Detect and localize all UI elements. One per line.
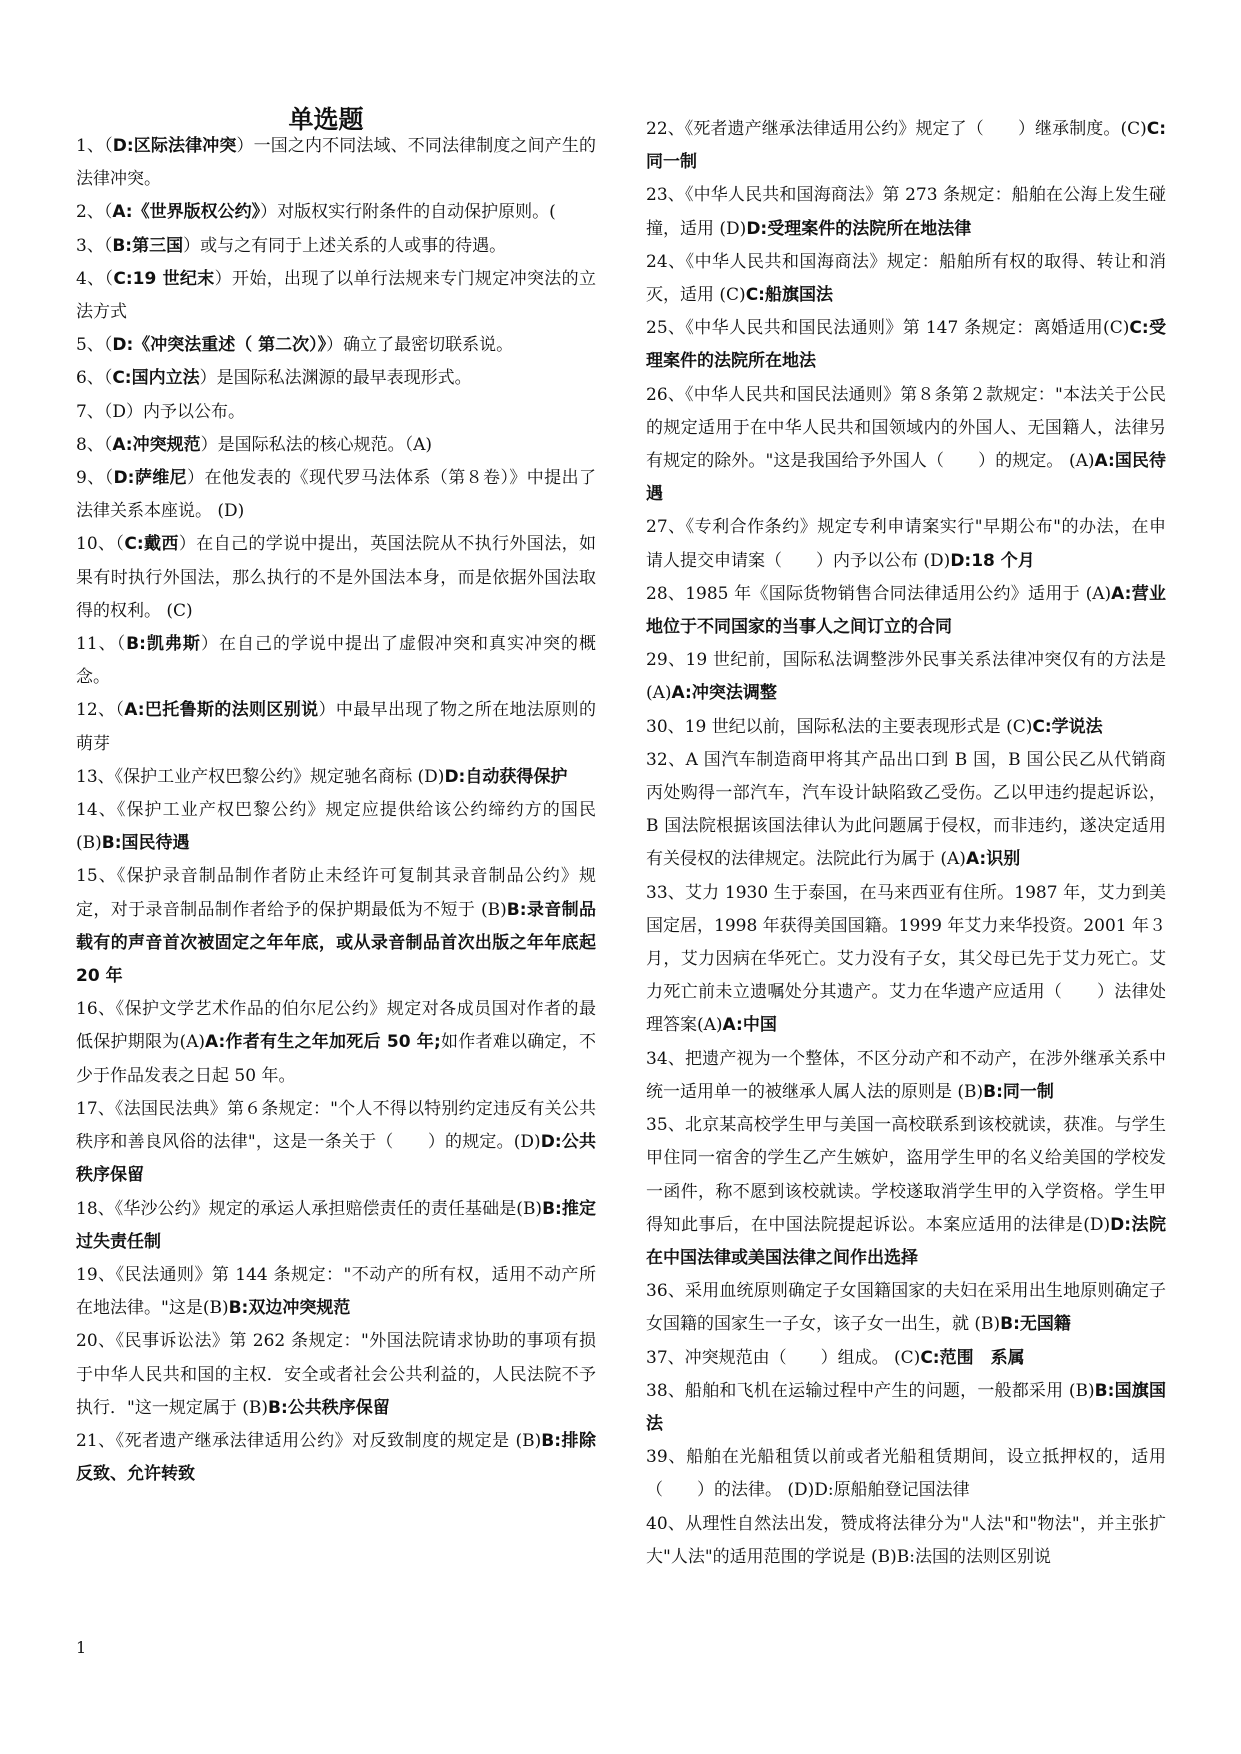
question-text: 32、A 国汽车制造商甲将其产品出口到 B 国，B 国公民乙从代销商丙处购得一部汽车，汽车设计缺陷致乙受伤。乙以甲违约提起诉讼，B 国法院根据该国法律认为此问题属于侵权，而非违约，遂决定适用有关侵权的法律规定。法院此行为属于 (A) bbox=[646, 749, 1166, 870]
question-text: 20、《民事诉讼法》第 262 条规定："外国法院请求协助的事项有损于中华人民共和国的主权．安全或者社会公共利益的，人民法院不予执行．"这一规定属于 (B) bbox=[76, 1331, 596, 1418]
question-text-tail: ）在自己的学说中提出了虚假冲突和真实冲突的概念。 bbox=[76, 634, 597, 688]
question-item bbox=[646, 246, 1166, 312]
question-text-tail: ）对版权实行附条件的自动保护原则。( bbox=[260, 202, 556, 223]
answer-text: B:公共秩序保留 bbox=[267, 1397, 390, 1418]
question-text: 11、（ bbox=[76, 634, 127, 655]
question-item bbox=[76, 694, 596, 760]
question-text: 15、《保护录音制品制作者防止未经许可复制其录音制品公约》规定，对于录音制品制作者给予的保护期最低为不短于 (B) bbox=[76, 866, 596, 920]
answer-text: B:国旗国法 bbox=[646, 1380, 1166, 1434]
answer-text: C:范围 系属 bbox=[920, 1347, 1025, 1368]
question-text: 1、（ bbox=[76, 136, 113, 156]
answer-text: D:18 个月 bbox=[950, 550, 1035, 571]
question-text: 16、《保护文学艺术作品的伯尔尼公约》规定对各成员国对作者的最低保护期限为(A) bbox=[76, 999, 596, 1053]
question-item bbox=[76, 628, 596, 694]
question-text: 10、（ bbox=[76, 534, 125, 555]
question-item bbox=[76, 130, 596, 196]
question-text: 40、从理性自然法出发，赞成将法律分为"人法"和"物法"，并主张扩大"人法"的适用范围的学说是 (B)B:法国的法则区别说 bbox=[646, 1513, 1166, 1567]
question-text: 33、艾力 1930 生于泰国，在马来西亚有住所。1987 年，艾力到美国定居，1998 年获得美国国籍。1999 年艾力来华投资。2001 年３月，艾力因病在华死亡。艾力没有子女，其父母已先于艾力死亡。艾力死亡前未立遗嘱处分其遗产。艾力在华遗产应适用（ ）法律处理答案(A) bbox=[646, 882, 1167, 1036]
question-text: 22、《死者遗产继承法律适用公约》规定了（ ）继承制度。(C) bbox=[646, 119, 1147, 139]
question-text: 34、把遗产视为一个整体，不区分动产和不动产，在涉外继承关系中统一适用单一的被继承人属人法的原则是 (B) bbox=[646, 1048, 1166, 1102]
answer-text: C:戴西 bbox=[124, 534, 179, 555]
question-text: 13、《保护工业产权巴黎公约》规定驰名商标 (D) bbox=[76, 766, 445, 787]
answer-text: D:萨维尼 bbox=[113, 468, 188, 489]
question-text-tail: ）在他发表的《现代罗马法体系（第８卷）》中提出了法律关系本座说。 (D) bbox=[76, 468, 596, 522]
answer-text: D:法院在中国法律或美国法律之间作出选择 bbox=[646, 1214, 1166, 1268]
question-item bbox=[646, 1275, 1166, 1341]
answer-text: B:国民待遇 bbox=[101, 833, 190, 854]
question-item bbox=[76, 429, 596, 462]
question-text: 4、（ bbox=[76, 268, 114, 289]
question-text: 26、《中华人民共和国民法通则》第８条第２款规定："本法关于公民的规定适用于在中华人民共和国领域内的外国人、无国籍人，法律另有规定的除外。"这是我国给予外国人（ ）的规定。 (A) bbox=[646, 384, 1166, 472]
question-text: 36、采用血统原则确定子女国籍国家的夫妇在采用出生地原则确定子女国籍的国家生一子女，该子女一出生，就 (B) bbox=[646, 1281, 1166, 1335]
question-text: 7、（D）内予以公布。 bbox=[76, 401, 245, 422]
question-text-tail: ）确立了最密切联系说。 bbox=[326, 335, 514, 356]
answer-text: B:第三国 bbox=[112, 235, 184, 256]
question-item bbox=[76, 462, 596, 528]
question-text-tail: ）在自己的学说中提出，英国法院从不执行外国法，如果有时执行外国法，那么执行的不是外国法本身，而是依据外国法取得的权利。 (C) bbox=[76, 534, 597, 621]
answer-text: C:受理案件的法院所在地法 bbox=[646, 318, 1166, 372]
question-text-tail: ）是国际私法的核心规范。（A) bbox=[200, 434, 433, 455]
page-title: 单选题 bbox=[288, 105, 364, 134]
question-text: 30、19 世纪以前，国际私法的主要表现形式是 (C) bbox=[646, 716, 1033, 737]
question-text: 21、《死者遗产继承法律适用公约》对反致制度的规定是 (B) bbox=[76, 1430, 542, 1451]
question-item bbox=[646, 1441, 1166, 1507]
answer-text: C:同一制 bbox=[646, 119, 1166, 173]
question-item bbox=[646, 644, 1166, 710]
answer-text: C:19 世纪末 bbox=[113, 268, 215, 289]
answer-text: D:《冲突法重述（ 第二次）》 bbox=[112, 335, 327, 356]
answer-text: A:识别 bbox=[965, 849, 1021, 870]
question-text: 23、《中华人民共和国海商法》第 273 条规定：船舶在公海上发生碰撞，适用 (D) bbox=[646, 185, 1166, 239]
question-item bbox=[646, 1043, 1166, 1109]
question-text: 3、（ bbox=[76, 235, 113, 256]
answer-text: D:自动获得保护 bbox=[444, 766, 568, 787]
answer-text: B:录音制品载有的声音首次被固定之年年底，或从录音制品首次出版之年年底起 20 年 bbox=[76, 899, 596, 987]
question-item bbox=[76, 1193, 596, 1259]
question-item bbox=[646, 578, 1166, 644]
question-item bbox=[76, 230, 596, 263]
question-item bbox=[76, 528, 596, 628]
question-item bbox=[646, 511, 1166, 577]
question-text: 28、1985 年《国际货物销售合同法律适用公约》适用于 (A) bbox=[646, 583, 1112, 604]
answer-text: B:推定过失责任制 bbox=[76, 1198, 597, 1252]
right-column bbox=[646, 113, 1166, 1574]
question-item bbox=[76, 993, 596, 1093]
question-text: 35、北京某高校学生甲与美国一高校联系到该校就读，获准。与学生甲住同一宿舍的学生乙产生嫉妒，盗用学生甲的名义给美国的学校发一函件，称不愿到该校就读。学校遂取消学生甲的入学资格。学生甲得知此事后，在中国法院提起诉讼。本案应适用的法律是(D) bbox=[646, 1115, 1166, 1235]
question-text: 12、（ bbox=[76, 700, 125, 721]
question-item bbox=[76, 761, 596, 794]
answer-text: C:学说法 bbox=[1032, 716, 1103, 737]
question-text: 6、（ bbox=[76, 368, 113, 389]
answer-text: D:区际法律冲突 bbox=[112, 136, 237, 156]
answer-text: B:排除反致、允许转致 bbox=[76, 1430, 596, 1485]
question-item bbox=[76, 1093, 596, 1193]
question-text-tail: ）是国际私法渊源的最早表现形式。 bbox=[199, 368, 472, 389]
question-item bbox=[646, 877, 1166, 1043]
answer-text: D:受理案件的法院所在地法律 bbox=[746, 218, 972, 239]
question-text: 39、船舶在光船租赁以前或者光船租赁期间，设立抵押权的，适用（ ）的法律。 (D)D:原船舶登记国法律 bbox=[646, 1447, 1166, 1501]
question-item bbox=[76, 860, 596, 993]
left-column bbox=[76, 100, 596, 1491]
question-item bbox=[76, 263, 596, 329]
question-text: 29、19 世纪前，国际私法调整涉外民事关系法律冲突仅有的方法是 (A) bbox=[646, 650, 1166, 704]
question-text-tail: ）开始，出现了以单行法规来专门规定冲突法的立法方式 bbox=[76, 268, 596, 323]
question-text-tail: 如作者难以确定，不少于作品发表之日起 50 年。 bbox=[76, 1032, 596, 1086]
question-item bbox=[76, 329, 596, 362]
question-item bbox=[76, 1425, 596, 1491]
question-item bbox=[646, 1375, 1166, 1441]
answer-text: A:作者有生之年加死后 50 年; bbox=[205, 1032, 441, 1053]
question-item bbox=[646, 113, 1166, 179]
question-text-tail: ）或与之有同于上述关系的人或事的待遇。 bbox=[183, 235, 507, 256]
question-text: 25、《中华人民共和国民法通则》第 147 条规定：离婚适用(C) bbox=[646, 318, 1130, 339]
question-text: 2、（ bbox=[76, 202, 113, 223]
answer-text: A:营业地位于不同国家的当事人之间订立的合同 bbox=[646, 583, 1166, 638]
question-item bbox=[76, 196, 596, 229]
answer-text: A:冲突法调整 bbox=[671, 683, 777, 704]
answer-text: A:《世界版权公约》 bbox=[112, 202, 261, 223]
answer-text: B:同一制 bbox=[983, 1081, 1054, 1102]
question-item bbox=[646, 711, 1166, 744]
question-text: 38、船舶和飞机在运输过程中产生的问题，一般都采用 (B) bbox=[646, 1380, 1095, 1401]
answer-text: B:双边冲突规范 bbox=[228, 1298, 351, 1319]
question-text-tail: ）一国之内不同法域、不同法律制度之间产生的法律冲突。 bbox=[76, 136, 596, 190]
question-text: 9、（ bbox=[76, 468, 114, 489]
question-item bbox=[646, 312, 1166, 378]
question-item bbox=[76, 1325, 596, 1425]
answer-text: B:无国籍 bbox=[1000, 1314, 1071, 1335]
question-item bbox=[646, 1508, 1166, 1574]
question-item bbox=[646, 1342, 1166, 1375]
answer-text: A:中国 bbox=[722, 1015, 777, 1036]
answer-text: A:冲突规范 bbox=[112, 434, 201, 455]
answer-text: A:国民待遇 bbox=[646, 451, 1166, 505]
question-text: 14、《保护工业产权巴黎公约》规定应提供给该公约缔约方的国民 (B) bbox=[76, 800, 596, 854]
answer-text: C:国内立法 bbox=[112, 368, 200, 389]
question-item bbox=[76, 794, 596, 860]
question-text: 5、（ bbox=[76, 335, 113, 356]
question-item bbox=[646, 379, 1166, 512]
question-text: 8、（ bbox=[76, 434, 113, 455]
question-item bbox=[76, 362, 596, 395]
question-text: 19、《民法通则》第 144 条规定："不动产的所有权，适用不动产所在地法律。"这是(B) bbox=[76, 1264, 596, 1319]
question-text: 17、《法国民法典》第６条规定："个人不得以特别约定违反有关公共秩序和善良风俗的法律"，这是一条关于（ ）的规定。(D) bbox=[76, 1098, 596, 1153]
question-item bbox=[646, 1109, 1166, 1275]
question-text-tail: ）中最早出现了物之所在地法原则的萌芽 bbox=[76, 700, 597, 754]
question-item bbox=[76, 1259, 596, 1325]
answer-text: A:巴托鲁斯的法则区别说 bbox=[124, 700, 319, 721]
page-number: 1 bbox=[76, 1638, 87, 1657]
question-text: 24、《中华人民共和国海商法》规定：船舶所有权的取得、转让和消灭，适用 (C) bbox=[646, 251, 1166, 306]
question-item bbox=[76, 396, 596, 429]
answer-text: B:凯弗斯 bbox=[126, 634, 201, 655]
question-item bbox=[646, 179, 1166, 245]
question-text: 18、《华沙公约》规定的承运人承担赔偿责任的责任基础是(B) bbox=[76, 1198, 543, 1219]
question-text: 27、《专利合作条约》规定专利申请案实行"早期公布"的办法，在申请人提交申请案（ ）内予以公布 (D) bbox=[646, 517, 1166, 571]
answer-text: C:船旗国法 bbox=[745, 285, 833, 306]
question-text: 37、冲突规范由（ ）组成。 (C) bbox=[646, 1347, 921, 1368]
answer-text: D:公共秩序保留 bbox=[76, 1132, 596, 1186]
question-item bbox=[646, 744, 1166, 877]
